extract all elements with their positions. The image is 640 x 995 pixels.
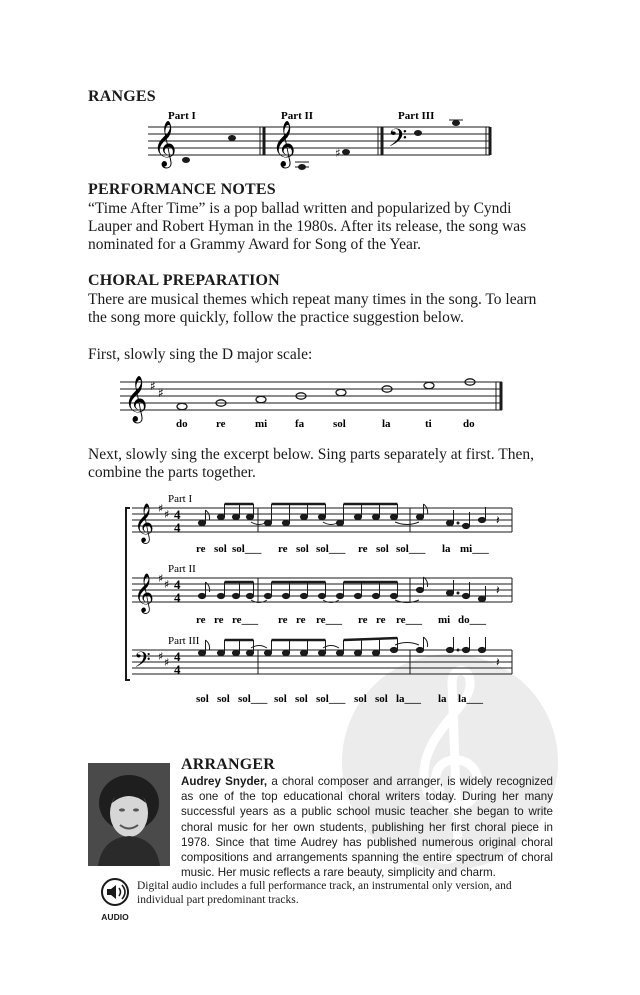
range-part2-label: Part II [281, 110, 314, 122]
range-part3-label: Part III [398, 110, 435, 122]
part2-lyric: do___ [458, 614, 487, 626]
part3-lyric: sol [217, 693, 230, 705]
audio-icon [100, 878, 130, 906]
arranger-photo [88, 763, 170, 866]
treble-clef-icon: 𝄞 [134, 573, 155, 613]
arranger-heading: ARRANGER [181, 756, 276, 773]
treble-clef-icon: 𝄞 [134, 503, 155, 543]
scale-syllable: re [216, 418, 226, 430]
svg-text:𝄽: 𝄽 [496, 583, 500, 597]
svg-text:♯: ♯ [164, 656, 170, 669]
part1-lyric: mi___ [460, 543, 489, 555]
part3-lyric: sol [196, 693, 209, 705]
time-sig-bottom: 4 [174, 590, 181, 605]
time-sig-bottom: 4 [174, 520, 181, 535]
part1-lyric: sol___ [232, 543, 262, 555]
part2-lyric: re [296, 614, 306, 626]
part2-lyric: re [376, 614, 386, 626]
time-sig-top: 4 [174, 577, 181, 592]
scale-syllable: do [176, 418, 188, 430]
treble-clef-icon: 𝄞 [272, 121, 296, 167]
part3-lyric: la___ [396, 693, 422, 705]
part1-lyric: sol [214, 543, 227, 555]
part3-lyric: sol___ [316, 693, 346, 705]
excerpt-part3-label: Part III [168, 635, 200, 647]
arranger-bio-text: a choral composer and arranger, is widely recognized as one of the top educational choral writers today. During her many successful years as a public school music teacher she began to write choral music for her own students, publishing her first choral piece in 1978. Since that time Audrey has published numerous original choral compositions and arrangements spanning the entire spectrum of choral music. Her music reflects a rare beauty, simplicity and charm. [181, 775, 553, 880]
part2-lyric: re [196, 614, 206, 626]
range-part1-label: Part I [168, 110, 196, 122]
part1-lyric: la [442, 543, 451, 555]
arranger-name: Audrey Snyder, [181, 775, 268, 788]
part1-lyric: re [196, 543, 206, 555]
part3-lyric: sol [354, 693, 367, 705]
bass-clef-icon: 𝄢 [388, 124, 408, 159]
part3-lyric: sol [375, 693, 388, 705]
ranges-staff [148, 105, 498, 175]
svg-text:♯: ♯ [158, 650, 164, 663]
part2-lyric: re [214, 614, 224, 626]
part1-lyric: re [358, 543, 368, 555]
svg-text:♯: ♯ [164, 578, 170, 591]
scale-syllable: do [463, 418, 475, 430]
part1-lyric: re [278, 543, 288, 555]
choral-preparation-heading: CHORAL PREPARATION [88, 272, 280, 289]
bass-clef-icon: 𝄢 [134, 648, 151, 678]
audio-description: Digital audio includes a full performance track, an instrumental only version, and individual part predominant tracks. [137, 880, 512, 906]
part1-lyric: sol [296, 543, 309, 555]
svg-text:♯: ♯ [335, 146, 341, 160]
arranger-bio [181, 774, 553, 880]
excerpt-part1-label: Part I [168, 493, 193, 505]
excerpt-score [120, 490, 520, 715]
part3-lyric: la___ [458, 693, 484, 705]
treble-clef-icon: 𝄞 [153, 121, 177, 167]
part1-lyric: sol___ [316, 543, 346, 555]
svg-text:♯: ♯ [158, 502, 164, 515]
choral-preparation-intro: There are musical themes which repeat many times in the song. To learn the song more quickly, follow the practice suggestion below. [88, 291, 537, 326]
ranges-heading: RANGES [88, 88, 156, 105]
time-sig-top: 4 [174, 649, 181, 664]
scale-syllable: ti [425, 418, 432, 430]
time-sig-top: 4 [174, 507, 181, 522]
part2-lyric: re [278, 614, 288, 626]
svg-text:♯: ♯ [158, 386, 164, 400]
scale-syllable: mi [255, 418, 268, 430]
treble-clef-icon: 𝄞 [124, 376, 148, 422]
performance-notes-text: “Time After Time” is a pop ballad written and popularized by Cyndi Lauper and Robert Hyman in the 1980s. After its release, the song was nominated for a Grammy Award for Song of the Year. [88, 200, 527, 253]
scale-syllable: la [382, 418, 391, 430]
part2-lyric: re [358, 614, 368, 626]
excerpt-part2-label: Part II [168, 563, 196, 575]
d-major-scale-staff [120, 372, 510, 432]
audio-label: AUDIO [101, 912, 129, 922]
svg-text:♯: ♯ [150, 379, 156, 393]
part3-lyric: sol [295, 693, 308, 705]
part1-lyric: sol___ [396, 543, 426, 555]
part3-lyric: sol [274, 693, 287, 705]
scale-syllable: sol [333, 418, 346, 430]
scale-syllable: fa [295, 418, 305, 430]
part2-lyric: mi [438, 614, 451, 626]
part3-lyric: la [438, 693, 447, 705]
part3-lyric: sol___ [238, 693, 268, 705]
time-sig-bottom: 4 [174, 662, 181, 677]
svg-text:♯: ♯ [158, 572, 164, 585]
part2-lyric: re___ [396, 614, 423, 626]
excerpt-instruction: Next, slowly sing the excerpt below. Sing parts separately at first. Then, combine the parts together. [88, 446, 534, 481]
part2-lyric: re___ [316, 614, 343, 626]
svg-text:𝄽: 𝄽 [496, 513, 500, 527]
audio-badge [100, 878, 130, 920]
part1-lyric: sol [376, 543, 389, 555]
part2-lyric: re___ [232, 614, 259, 626]
svg-text:𝄽: 𝄽 [496, 655, 500, 669]
scale-instruction: First, slowly sing the D major scale: [88, 346, 313, 363]
svg-text:♯: ♯ [164, 508, 170, 521]
performance-notes-heading: PERFORMANCE NOTES [88, 181, 276, 198]
